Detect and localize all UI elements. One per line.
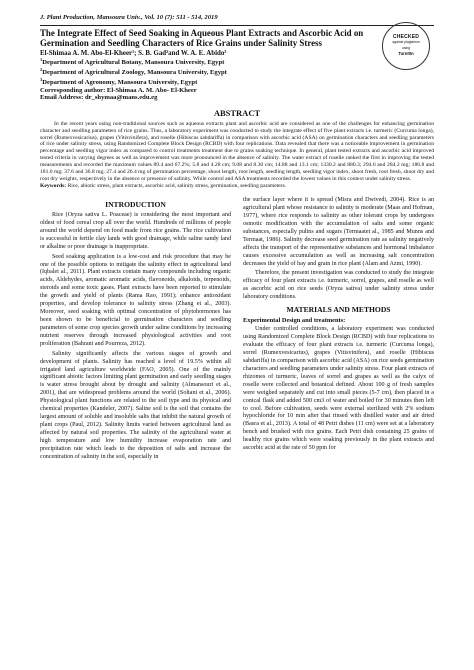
methods-subheading: Experimental Design and treatments: xyxy=(243,316,346,324)
keywords-line xyxy=(40,183,434,190)
affiliations xyxy=(40,57,434,102)
badge-line-2: against plagiarism xyxy=(392,40,420,44)
header-rule xyxy=(40,25,434,26)
intro-paragraph-5: Therefore, the present investigation was conducted to study the integrate efficacy of four plant extracts i.e. turmeric, sorrel, grapes, and roselle as well as ascorbic acid on rice seeds (Oryza sativa) under salinity stress under laboratory conditions. xyxy=(243,270,434,301)
body-columns xyxy=(40,197,434,463)
right-column xyxy=(243,197,434,463)
badge-line-1: CHECKED xyxy=(392,34,420,40)
keywords-label: Keywords: xyxy=(40,183,67,190)
affiliation-3: $^3$Department of Agronomy, Mansoura University, Egypt xyxy=(40,76,198,86)
corresponding-author: Corresponding author: El-Shimaa A. M. Abo- El-Kheer xyxy=(40,86,197,94)
methods-heading: MATERIALS AND METHODS xyxy=(286,305,391,315)
affiliation-1: $^1$Department of Agricultural Botany, Mansoura University, Egypt xyxy=(40,56,225,67)
journal-header: J. Plant Production, Mansoura Univ., Vol. 10 (7): 511 - 514, 2019 xyxy=(40,14,218,21)
left-column xyxy=(40,197,231,463)
methods-paragraph-1: Under controlled conditions, a laboratory experiment was conducted using Randomized Complete Block Design (RCBD) with four replications to evaluate the efficacy of four plant extracts i.e. turmeric (Curcuma longa), sorrel (Rumexvesicarius), grapes (Vitisvinifera), and roselle (Hibiscus sabdariffa) in comparison with ascorbic acid (ASA) on rice seeds germination characters and seedling parameters under salinity stress. Four plant extracts of rhizomes of turmeric, leaves of sorrel and grapes as well as the calyx of roselle were collected and botanical defined. About 100 g of fresh samples were weighed separately and cut into small pieces (5-7 cm), then placed in a conical flask and added 500 cm3 of water and boiled for 30 minutes then left to cool. Before cultivation, seeds were external sterilized with 2% sodium hypochloride for 10 min after that rinsed with distilled water and air dried (Basra et al., 2013). A total of 48 Petri dishes (11 cm) were set at a laboratory bench and brushed with rice grains. Each Petri dish containing 25 grains of healthy rice grains which were soaking previously in the plant extracts and ascorbic acid at the rate of 50 ppm for xyxy=(243,326,434,452)
intro-paragraph-4: the surface layer where it is spread (Misra and Dwivedi, 2004). Rice is an agricultural plant whose resistance to salinity is moderate (Maas and Hofman, 1977), where rice responds to salinity as other tolerant crops by undergoes osmotic modification with the accumulation of salts and some organic substances, especially pulins and sugars (Termaatet al., 1985 and Munns and Termaat, 1986). Salinity decrease seed germination rate as salinity negatively affects the transport of the representative substances and hormonal imbalance causes excessive accumulation as well as increasing salt concentration decreases the yield of hay and grain in rice plant (Alam and Azmi, 1990). xyxy=(243,197,434,267)
affiliation-2: $^2$Department of Agricultural Zoology, Mansoura University, Egypt xyxy=(40,66,227,77)
intro-paragraph-1: Rice (Oryza sativa L. Poaceae) is considering the most important and oldest of food cereal crop all over the world. Hundreds of millions of people around the world depend on food made from rice grains. The rice cultivation is successful in fertile clay lands with good drainage, while saline sandy land or alkaline or poor drainage is inappropriate. xyxy=(40,212,231,250)
keywords-text: Rice, abiotic stress, plant extracts, ascorbic acid, salinity stress, germination, seedling parameters. xyxy=(67,183,287,190)
intro-paragraph-3: Salinity significantly affects the various stages of growth and development of plants. Salinity has reached a level of 19.5% within all irrigated land agriculture worldwide (FAO, 2005). One of the mainly significant abiotic factors limiting plant germination and early seedling stages is water stress brought about by drought and salinity (Almansouri et al., 2001), that are widespread problems around the world (Soltani et al., 2006). Physiological plant functions are related to the soil type and its physical and chemical properties (Kandeler, 2007). Saline soil is the soil that contains the largest amount of soluble and insoluble salts that inhibit the natural growth of plant crops (Paul, 2012). Salinity limits varied between agricultural land as affected by natural soil properties. The salinity of the agricultural water at high temperature and low humidity increase evaporation rate and precipitation rate which leads to the deposition of salts and increase the concentration of salinity in the soil, especially in xyxy=(40,350,231,460)
abstract-heading: ABSTRACT xyxy=(213,108,261,119)
email-address: Email Address: dr_shymaa@mans.edu.eg xyxy=(40,94,158,102)
paper-title: The Integrate Effect of Seed Soaking in Aqueous Plant Extracts and Ascorbic Acid on Germination and Seedling Characters of Rice Grains under Salinity Stress xyxy=(40,28,364,48)
author-list: El-Shimaa A. M. Abo-El-Kheer¹; S. B. Gad²and W. A. E. Abido³ xyxy=(40,49,227,57)
plagiarism-badge xyxy=(382,22,430,70)
introduction-heading: INTRODUCTION xyxy=(105,200,166,210)
abstract-text: In the recent years using non-traditional sources such as aqueous extracts plant and ascorbic acid are considered as one of the challenges for enhancing germination character and seedling parameters of rice grains. Thus, a laboratory experiment was conducted to study the integrate effect of five plant extracts i.e. turmeric (Curcuma longa), sorrel (Rumexvesicarius), grapes (Vitisvinifera), and roselle (Hibiscus sabdariffa) in comparison with ascorbic acid (ASA) on germination characters and seedling parameters of rice under salinity stress, using Randomized Complete Block Design (RCBD) with four replications. Data revealed that there was a noticeable improvement in germination percentage and seedling vigor index as compared to control treatments treatment due to grains soaking technique. In general, plant tested extracts and ascorbic acid improved tested criteria in varying degrees as well as improvement was more pronounced in the absence of salinity. The water extract of roselle ranked the first in improving the tested measurements and recorded the maximum values 89.4 and 67.2%; 5.8 and 4.28 cm; 9.08 and 8.30 cm; 14.88 and 13.1 cm; 1330.2 and 880.3; 294.6 and 284.2 mg; 186.8 and 181.0 mg; 37.6 and 36.8 mg; 27.4 and 26.4 mg of germination percentage, shoot length, root length, seedling length, seedling vigor index, shoot fresh, root fresh, shoot dry and root dry weights, respectively in the absence or presence of salinity. While control and ASA treatments recorded the lowest values in this context under salinity stress. xyxy=(40,121,434,182)
intro-paragraph-2: Seed soaking application is a low-cost and risk procedure that may be one of the possible options to mitigate the salinity effect in agricultural land (Iqbalet al., 2011). Plant extracts contain many compounds including organic acids, Aldehydes, aromatic aromatic acids, flavonoids, alkaloids, terpenoids, steroids and some toxic gases. Plant extracts have been reported to stimulate the growth and yield of plants (Rama Rao, 1991); enhance antioxidant properties, and develop tolerance to salinity stress (Zhang et al., 2003). Moreover, seed soaking with optimal concentration of phytohormones has been shown to be beneficial to germination characters and seedling parameters of some crop species growth under saline conditions by increasing nutrient reserves through increased physiological activities and root proliferation (Bahrani and Pourreza, 2012). xyxy=(40,253,231,347)
badge-line-4: TurnItIn xyxy=(398,50,414,56)
badge-line-3: using xyxy=(401,45,411,50)
